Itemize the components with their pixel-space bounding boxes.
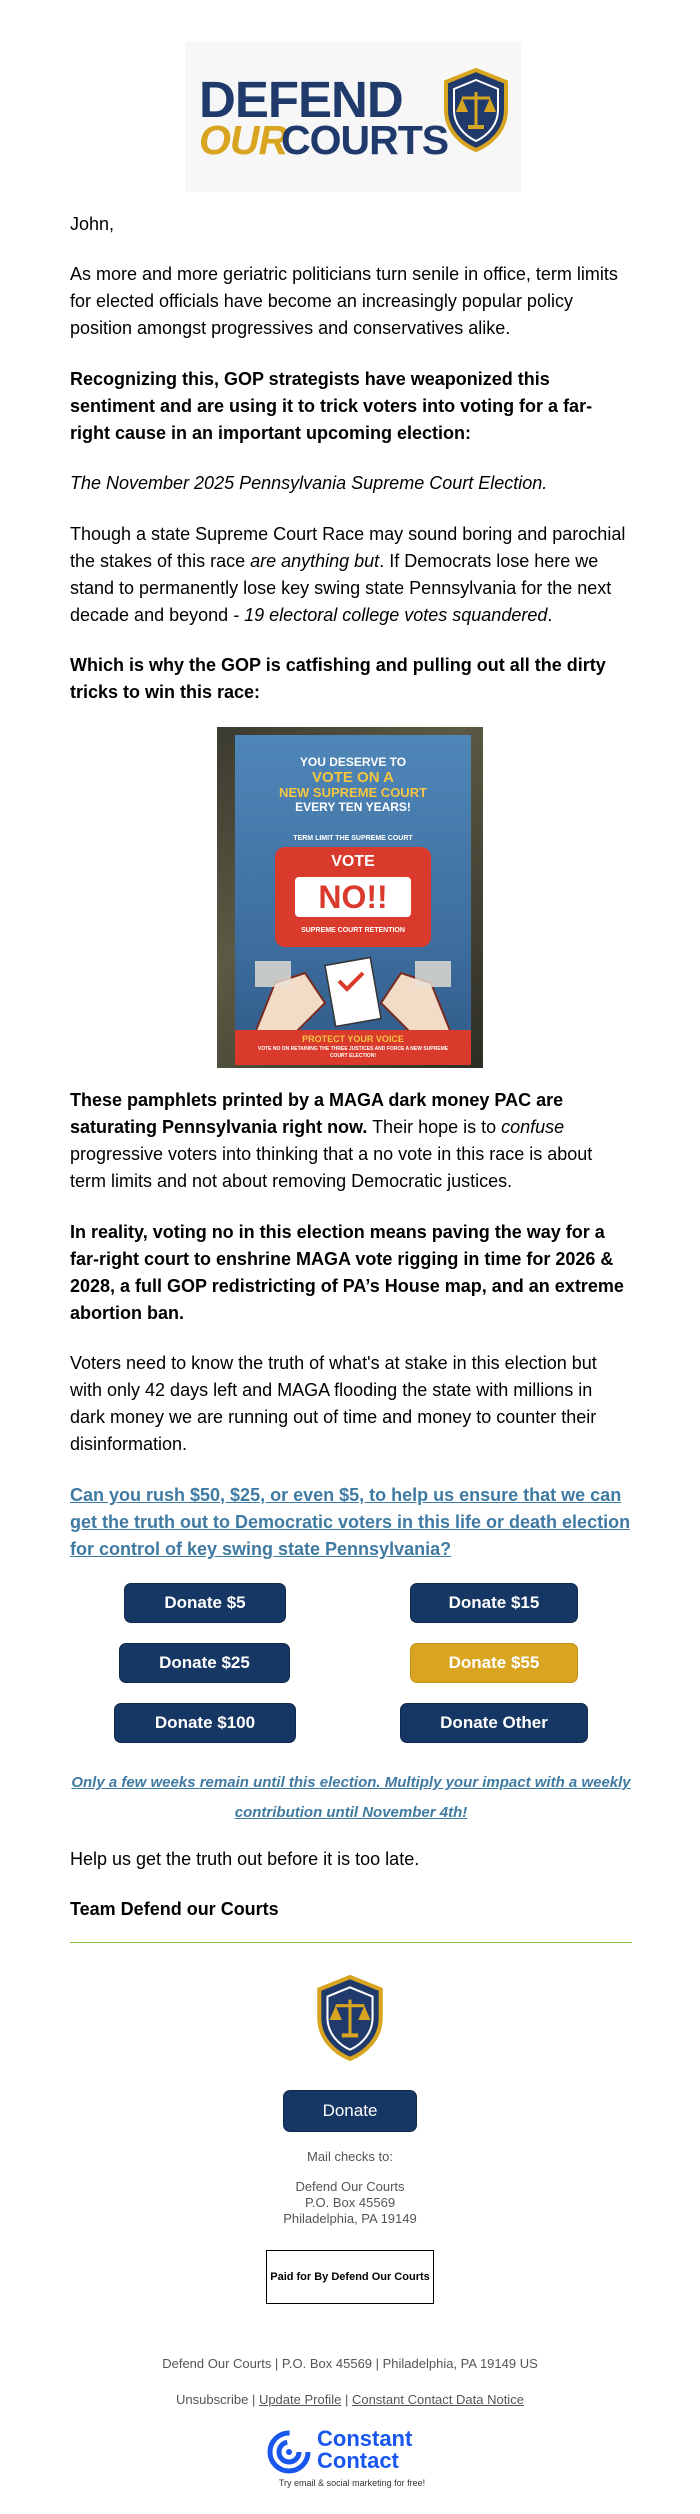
pamphlet-vote: VOTE: [331, 853, 375, 870]
cc-name-1: Constant: [317, 2426, 413, 2451]
ballot-hands-illustration: [235, 953, 471, 1033]
stakes-text-3: .: [547, 605, 553, 625]
pamphlet-headline: [235, 755, 471, 815]
pamphlets-text-1: Their hope is to: [367, 1117, 502, 1137]
paragraph-pamphlets: [70, 1087, 632, 1195]
greeting: John,: [70, 214, 115, 234]
mail-checks-label: Mail checks to:: [307, 2149, 393, 2164]
pamphlet-footer-band: [235, 1030, 471, 1065]
pamphlet-line-1: YOU DESERVE TO: [299, 755, 407, 769]
constant-contact-swirl-icon: [267, 2430, 311, 2474]
pamphlet-line-3: NEW SUPREME COURT: [278, 785, 428, 800]
donate-other-button[interactable]: Donate Other: [400, 1703, 588, 1743]
signoff: Team Defend our Courts: [70, 1899, 279, 1919]
weekly-contribution-link[interactable]: Only a few weeks remain until this election. Multiply your impact with a weekly contribution until November 4th!: [71, 1774, 631, 1821]
cc-name-2: Contact: [317, 2448, 399, 2473]
pamphlet-tag: TERM LIMIT THE SUPREME COURT: [293, 835, 413, 842]
footer-shield-icon: [315, 1975, 385, 2061]
pamphlets-text-2: progressive voters into thinking that a no vote in this race is about term limits and not about removing Democratic justices.: [70, 1144, 593, 1191]
update-profile-link[interactable]: Update Profile: [258, 2392, 342, 2407]
pamphlet-photo: [217, 727, 483, 1068]
paragraph-election-name: The November 2025 Pennsylvania Supreme Court Election.: [70, 473, 548, 493]
constant-contact-logo[interactable]: [267, 2428, 437, 2488]
pamphlet-flyer: [235, 735, 471, 1065]
paragraph-time-money: Voters need to know the truth of what's at stake in this election but with only 42 days left and MAGA flooding the state with millions in dark money we are running out of time and money to counter their disinformation.: [70, 1353, 597, 1454]
paragraph-reality: In reality, voting no in this election means paving the way for a far-right court to enshrine MAGA vote rigging in time for 2026 & 2028, a full GOP redistricting of PA’s House map, and an extreme abortion ban.: [70, 1222, 624, 1323]
defend-our-courts-logo[interactable]: [185, 42, 521, 192]
stakes-emphasis: are anything but: [250, 551, 380, 571]
paragraph-stakes: [70, 521, 632, 629]
pamphlets-confuse: confuse: [501, 1117, 565, 1137]
cc-tagline: Try email & social marketing for free!: [278, 2478, 426, 2488]
donate-55-button[interactable]: Donate $55: [410, 1643, 578, 1683]
donate-15-button[interactable]: Donate $15: [410, 1583, 578, 1623]
unsubscribe-link[interactable]: Unsubscribe: [176, 2392, 249, 2407]
shield-scales-icon: [443, 68, 509, 152]
donate-25-button[interactable]: Donate $25: [119, 1643, 290, 1683]
logo-word-our: OUR: [199, 117, 288, 163]
pamphlet-protect: PROTECT YOUR VOICE: [302, 1034, 404, 1044]
stakes-text-1: Though a state Supreme Court Race may sound boring and parochial the stakes of this race: [70, 524, 626, 571]
donate-100-button[interactable]: Donate $100: [114, 1703, 296, 1743]
mail-pobox: P.O. Box 45569: [304, 2195, 396, 2210]
paragraph-gop-strategists: Recognizing this, GOP strategists have weaponized this sentiment and are using it to trick voters into voting for a far-right cause in an important upcoming election:: [70, 369, 593, 443]
logo-word-courts: COURTS: [281, 117, 449, 163]
data-notice-link[interactable]: Constant Contact Data Notice: [351, 2392, 524, 2407]
footer-address: Defend Our Courts | P.O. Box 45569 | Philadelphia, PA 19149 US: [162, 2356, 538, 2371]
mail-org: Defend Our Courts: [295, 2179, 405, 2194]
footer-separator-1: |: [251, 2392, 259, 2407]
paragraph-intro: As more and more geriatric politicians turn senile in office, term limits for elected officials have become an increasingly popular policy position amongst progressives and conservatives alike.: [70, 264, 618, 338]
footer-divider: [70, 1942, 632, 1943]
pamphlet-retention: SUPREME COURT RETENTION: [301, 927, 405, 934]
footer-separator-2: |: [344, 2392, 352, 2407]
mail-city: Philadelphia, PA 19149: [283, 2211, 417, 2226]
donate-5-button[interactable]: Donate $5: [124, 1583, 286, 1623]
pamphlets-bold: These pamphlets printed by a MAGA dark money PAC are saturating Pennsylvania right now.: [70, 1090, 564, 1137]
paid-for-box: Paid for By Defend Our Courts: [266, 2250, 434, 2304]
pamphlet-line-2: VOTE ON A: [312, 769, 394, 786]
footer-links: [0, 2392, 700, 2407]
pamphlet-no-badge: [295, 877, 411, 917]
pamphlet-no: NO!!: [318, 879, 388, 915]
paragraph-dirty-tricks: Which is why the GOP is catfishing and pulling out all the dirty tricks to win this race:: [70, 655, 606, 702]
donation-ask-link[interactable]: Can you rush $50, $25, or even $5, to help us ensure that we can get the truth out to Democratic voters in this life or death election for control of key swing state Pennsylvania?: [70, 1485, 631, 1559]
pamphlet-line-4: EVERY TEN YEARS!: [295, 800, 411, 814]
stakes-text-2: . If Democrats lose here we stand to permanently lose key swing state Pennsylvania for the next decade and beyond: [70, 551, 612, 625]
logo-word-defend: DEFEND: [199, 71, 403, 128]
footer-donate-button[interactable]: Donate: [283, 2090, 417, 2132]
paragraph-help-us: Help us get the truth out before it is too late.: [70, 1849, 420, 1869]
pamphlet-small: VOTE NO ON RETAINING THE THREE JUSTICES AND FORCE A NEW SUPREME COURT ELECTION!: [257, 1046, 449, 1059]
stakes-electoral-votes: - 19 electoral college votes squandered: [233, 605, 548, 625]
pamphlet-vote-box: [275, 847, 431, 947]
